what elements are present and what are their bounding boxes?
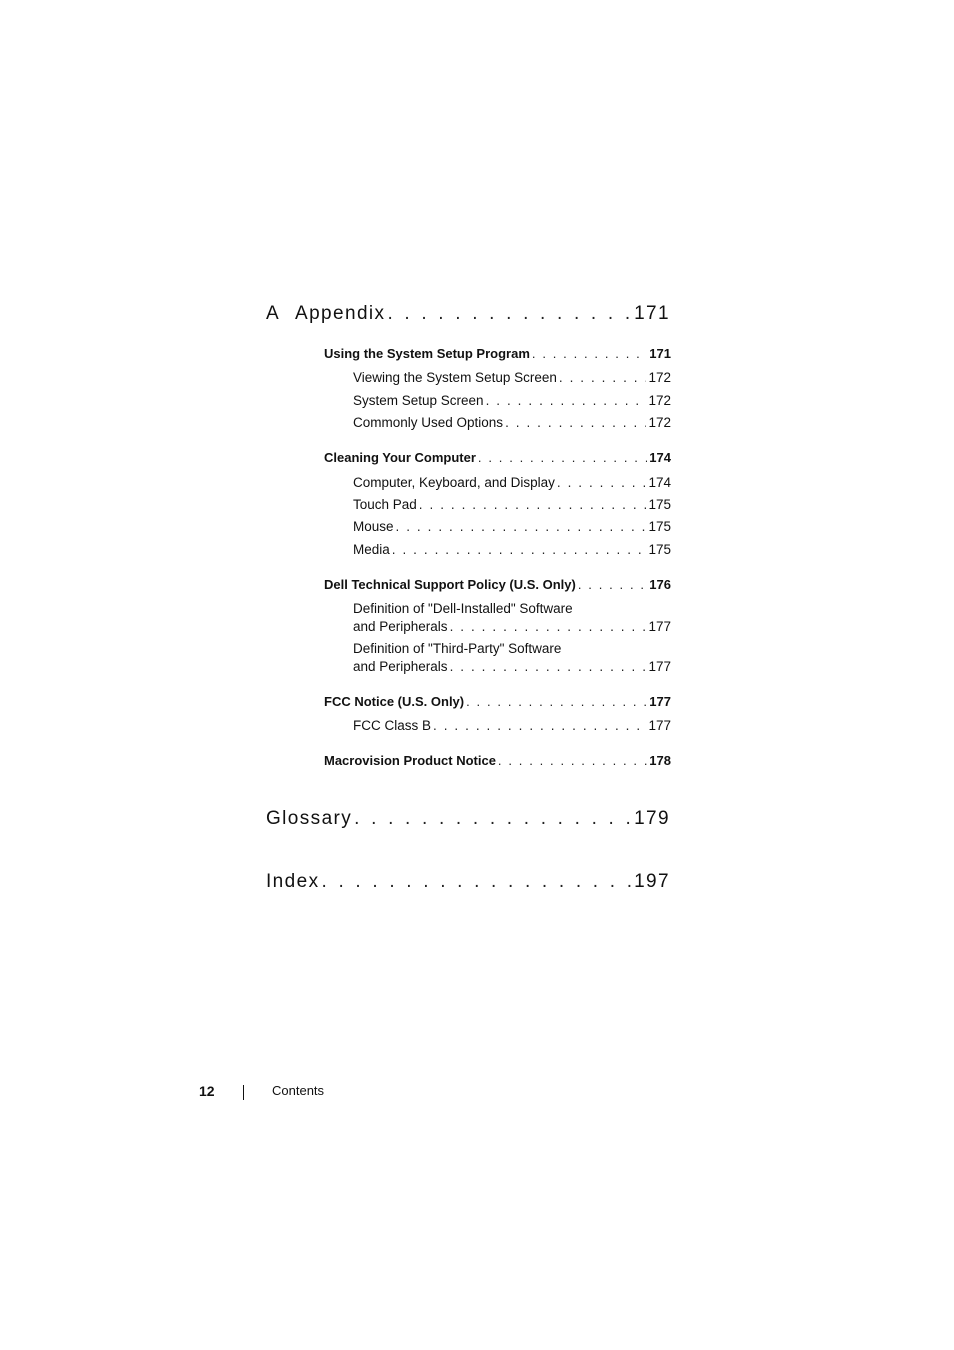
toc-section-fcc-notice[interactable] <box>324 694 671 709</box>
toc-entry-third-party-line1: Definition of "Third-Party" Software <box>353 641 562 656</box>
toc-section-system-setup[interactable] <box>324 346 671 361</box>
toc-entry-touch-pad[interactable] <box>353 497 671 512</box>
chapter-title: Glossary <box>266 808 353 829</box>
dot-leader <box>396 519 647 534</box>
dot-leader <box>321 871 632 893</box>
section-page: 171 <box>649 346 671 361</box>
section-title: Cleaning Your Computer <box>324 450 476 465</box>
chapter-label <box>266 303 385 325</box>
footer-page-number: 12 <box>199 1083 215 1099</box>
entry-title: Touch Pad <box>353 497 417 512</box>
toc-chapter-glossary[interactable] <box>266 808 670 830</box>
chapter-letter: A <box>266 303 281 324</box>
dot-leader <box>466 694 647 709</box>
entry-title: Media <box>353 542 390 557</box>
entry-title: Computer, Keyboard, and Display <box>353 475 555 490</box>
toc-entry-media[interactable] <box>353 542 671 557</box>
entry-page: 175 <box>648 519 671 534</box>
toc-section-support-policy[interactable] <box>324 577 671 592</box>
section-page: 176 <box>649 577 671 592</box>
entry-title: Viewing the System Setup Screen <box>353 370 557 385</box>
entry-title: System Setup Screen <box>353 393 484 408</box>
chapter-title: Index <box>266 871 320 892</box>
toc-entry-setup-screen[interactable] <box>353 393 671 408</box>
toc-entry-third-party[interactable] <box>353 659 671 674</box>
toc-entry-mouse[interactable] <box>353 519 671 534</box>
dot-leader <box>354 808 632 830</box>
section-title: FCC Notice (U.S. Only) <box>324 694 465 709</box>
toc-section-cleaning[interactable] <box>324 450 671 465</box>
section-title: Using the System Setup Program <box>324 346 530 361</box>
toc-chapter-index[interactable] <box>266 871 670 893</box>
entry-page: 175 <box>648 542 671 557</box>
dot-leader <box>532 346 647 361</box>
dot-leader <box>559 370 647 385</box>
entry-page: 172 <box>648 393 671 408</box>
toc-entry-fcc-class-b[interactable] <box>353 718 671 733</box>
footer-divider <box>243 1085 244 1100</box>
chapter-page: 171 <box>634 303 670 324</box>
dot-leader <box>450 619 647 634</box>
toc-chapter-appendix[interactable] <box>266 303 670 325</box>
entry-title: and Peripherals <box>353 659 448 674</box>
entry-page: 174 <box>648 475 671 490</box>
entry-title: and Peripherals <box>353 619 448 634</box>
dot-leader <box>505 415 646 430</box>
dot-leader <box>387 303 632 325</box>
entry-page: 177 <box>648 619 671 634</box>
entry-page: 172 <box>648 370 671 385</box>
chapter-page: 179 <box>634 808 670 829</box>
toc-entry-dell-installed[interactable] <box>353 619 671 634</box>
section-page: 174 <box>649 450 671 465</box>
section-title: Macrovision Product Notice <box>324 753 496 768</box>
footer-section-title: Contents <box>272 1083 325 1098</box>
dot-leader <box>498 753 647 768</box>
entry-page: 175 <box>648 497 671 512</box>
section-page: 178 <box>649 753 671 768</box>
toc-section-macrovision[interactable] <box>324 753 671 768</box>
entry-page: 177 <box>648 659 671 674</box>
dot-leader <box>433 718 646 733</box>
section-page: 177 <box>649 694 671 709</box>
toc-entry-computer-keyboard-display[interactable] <box>353 475 671 490</box>
dot-leader <box>557 475 647 490</box>
dot-leader <box>478 450 647 465</box>
entry-page: 177 <box>648 718 671 733</box>
entry-title: Commonly Used Options <box>353 415 504 430</box>
entry-page: 172 <box>648 415 671 430</box>
dot-leader <box>486 393 647 408</box>
chapter-title: Appendix <box>295 303 386 324</box>
dot-leader <box>450 659 647 674</box>
dot-leader <box>419 497 647 512</box>
entry-title: Mouse <box>353 519 394 534</box>
toc-entry-dell-installed-line1: Definition of "Dell-Installed" Software <box>353 601 573 616</box>
entry-title: FCC Class B <box>353 718 432 733</box>
section-title: Dell Technical Support Policy (U.S. Only) <box>324 577 576 592</box>
dot-leader <box>392 542 647 557</box>
dot-leader <box>578 577 647 592</box>
toc-entry-common-options[interactable] <box>353 415 671 430</box>
toc-entry-viewing-setup-screen[interactable] <box>353 370 671 385</box>
chapter-page: 197 <box>634 871 670 892</box>
